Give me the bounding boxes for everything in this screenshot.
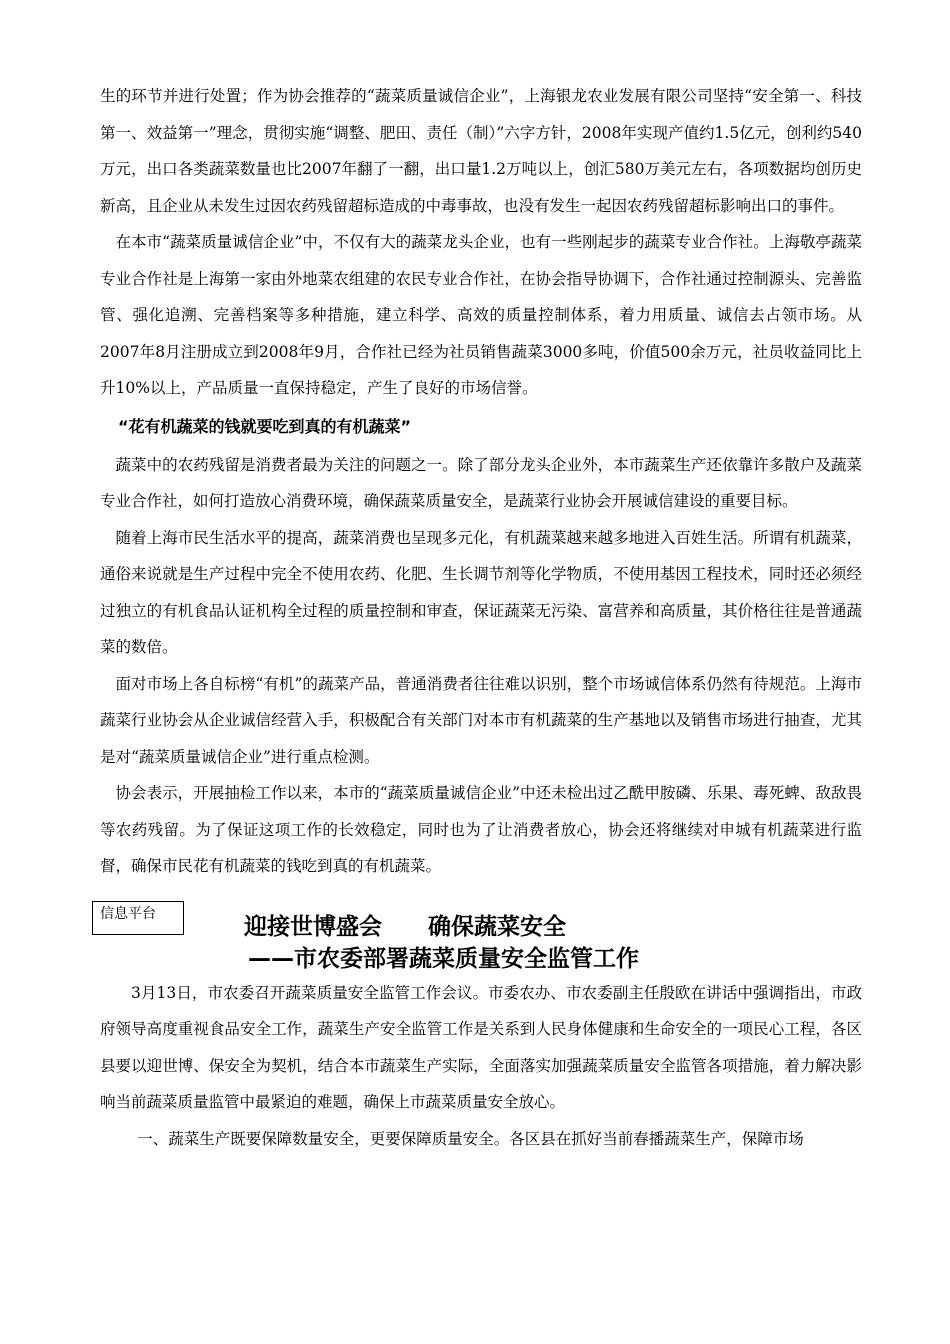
article2-paragraph-2: 一、蔬菜生产既要保障数量安全，更要保障质量安全。各区县在抓好当前春播蔬菜生产，保障市场: [137, 1129, 804, 1148]
article2-title: 迎接世博盛会 确保蔬菜安全: [244, 913, 566, 940]
article2-section: [100, 901, 862, 1158]
article1-paragraph-3: 蔬菜中的农药残留是消费者最为关注的问题之一。除了部分龙头企业外，本市蔬菜生产还依靠许多散户及蔬菜专业合作社，如何打造放心消费环境，确保蔬菜质量安全，是蔬菜行业协会开展诚信建设的重要目标。: [100, 455, 862, 510]
article1-paragraph-1: 生的环节并进行处置；作为协会推荐的“蔬菜质量诚信企业”，上海银龙农业发展有限公司坚持“安全第一、科技第一、效益第一”理念，贯彻实施“调整、肥田、责任（制）”六字方针，2008年实现产值约1.5亿元，创利约540万元，出口各类蔬菜数量也比2007年翻了一翻，出口量1.2万吨以上，创汇580万美元左右，各项数据均创历史新高，且企业从未发生过因农药残留超标造成的中毒事故，也没有发生一起因农药残留超标影响出口的事件。: [100, 87, 862, 215]
document-page: [100, 78, 862, 1157]
article1-paragraph-2: 在本市“蔬菜质量诚信企业”中，不仅有大的蔬菜龙头企业，也有一些刚起步的蔬菜专业合作社。上海敬亭蔬菜专业合作社是上海第一家由外地菜农组建的农民专业合作社，在协会指导协调下，合作社通过控制源头、完善监管、强化追溯、完善档案等多种措施，建立科学、高效的质量控制体系，着力用质量、诚信去占领市场。从2007年8月注册成立到2008年9月，合作社已经为社员销售蔬菜3000多吨，价值500余万元，社员收益同比上升10%以上，产品质量一直保持稳定，产生了良好的市场信誉。: [100, 233, 862, 397]
article2-subtitle: ——市农委部署蔬菜质量安全监管工作: [248, 945, 639, 972]
article1-paragraph-6: 协会表示，开展抽检工作以来，本市的“蔬菜质量诚信企业”中还未检出过乙酰甲胺磷、乐果、毒死蜱、敌敌畏等农药残留。为了保证这项工作的长效稳定，同时也为了让消费者放心，协会还将继续对申城有机蔬菜进行监督，确保市民花有机蔬菜的钱吃到真的有机蔬菜。: [100, 784, 862, 875]
section-tag: 信息平台: [92, 901, 184, 935]
article1-subheading: “花有机蔬菜的钱就要吃到真的有机蔬菜”: [118, 416, 412, 436]
article1-paragraph-4: 随着上海市民生活水平的提高，蔬菜消费也呈现多元化，有机蔬菜越来越多地进入百姓生活。所谓有机蔬菜，通俗来说就是生产过程中完全不使用农药、化肥、生长调节剂等化学物质，不使用基因工程技术，同时还必须经过独立的有机食品认证机构全过程的质量控制和审查，保证蔬菜无污染、富营养和高质量，其价格往往是普通蔬菜的数倍。: [100, 528, 862, 656]
article2-paragraph-1: 3月13日，市农委召开蔬菜质量安全监管工作会议。市委农办、市农委副主任殷欧在讲话中强调指出，市政府领导高度重视食品安全工作，蔬菜生产安全监管工作是关系到人民身体健康和生命安全的一项民心工程，各区县要以迎世博、保安全为契机，结合本市蔬菜生产实际，全面落实加强蔬菜质量安全监管各项措施，着力解决影响当前蔬菜质量监管中最紧迫的难题，确保上市蔬菜质量安全放心。: [100, 983, 862, 1111]
article1-paragraph-5: 面对市场上各自标榜“有机”的蔬菜产品，普通消费者往往难以识别，整个市场诚信体系仍然有待规范。上海市蔬菜行业协会从企业诚信经营入手，积极配合有关部门对本市有机蔬菜的生产基地以及销售市场进行抽查，尤其是对“蔬菜质量诚信企业”进行重点检测。: [100, 674, 862, 766]
